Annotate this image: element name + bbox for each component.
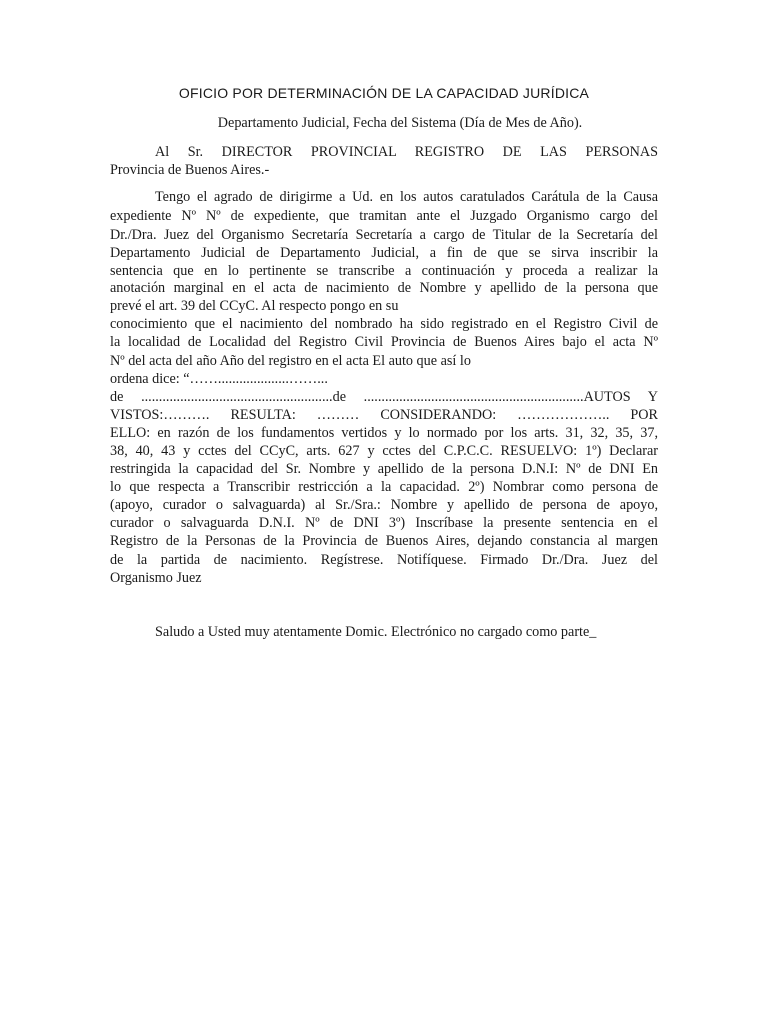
body-line-12: de ......................................................de ..............................................................AUTOS Y — [110, 389, 658, 405]
body-line-3: Dr./Dra. Juez del Organismo Secretaría Secretaría a cargo de Titular de la Secretaría del — [110, 227, 658, 243]
addressee-line: Al Sr. DIRECTOR PROVINCIAL REGISTRO DE LAS PERSONAS — [155, 144, 658, 160]
body-line-6: anotación marginal en el acta de nacimiento de Nombre y apellido de la persona que — [110, 280, 658, 296]
body-line-21: de la partida de nacimiento. Regístrese. Notifíquese. Firmado Dr./Dra. Juez del — [110, 552, 658, 568]
body-line-22: Organismo Juez — [110, 570, 202, 586]
body-line-20: Registro de la Personas de la Provincia de Buenos Aires, dejando constancia al margen — [110, 533, 658, 549]
body-line-13: VISTOS:………. RESULTA: ……… CONSIDERANDO: ……………….. POR — [110, 407, 658, 423]
body-line-5: sentencia que en lo pertinente se transcribe a continuación y proceda a realizar la — [110, 263, 658, 279]
body-line-1: Tengo el agrado de dirigirme a Ud. en los autos caratulados Carátula de la Causa — [155, 189, 658, 205]
body-line-10: Nº del acta del año Año del registro en el acta El auto que así lo — [110, 353, 471, 369]
body-line-18: (apoyo, curador o salvaguarda) al Sr./Sra.: Nombre y apellido de persona de apoyo, — [110, 497, 658, 513]
department-date-line: Departamento Judicial, Fecha del Sistema (Día de Mes de Año). — [217, 115, 583, 131]
body-line-7: prevé el art. 39 del CCyC. Al respecto pongo en su — [110, 298, 399, 314]
body-line-4: Departamento Judicial de Departamento Judicial, a fin de que se sirva inscribir la — [110, 245, 658, 261]
body-line-11: ordena dice: “……....................……... — [110, 371, 328, 387]
body-line-16: restringida la capacidad del Sr. Nombre y apellido de la persona D.N.I: Nº de DNI En — [110, 461, 658, 477]
addressee-province: Provincia de Buenos Aires.- — [110, 162, 270, 178]
body-line-15: 38, 40, 43 y cctes del CCyC, arts. 627 y cctes del C.P.C.C. RESUELVO: 1º) Declarar — [110, 443, 658, 459]
body-line-9: la localidad de Localidad del Registro Civil Provincia de Buenos Aires bajo el acta Nº — [110, 334, 658, 350]
body-line-17: lo que respecta a Transcribir restricción a la capacidad. 2º) Nombrar como persona de — [110, 479, 658, 495]
document-title: OFICIO POR DETERMINACIÓN DE LA CAPACIDAD JURÍDICA — [178, 85, 590, 101]
body-line-2: expediente Nº Nº de expediente, que tramitan ante el Juzgado Organismo cargo del — [110, 208, 658, 224]
closing-line: Saludo a Usted muy atentamente Domic. Electrónico no cargado como parte_ — [155, 624, 597, 640]
body-line-8: conocimiento que el nacimiento del nombrado ha sido registrado en el Registro Civil de — [110, 316, 658, 332]
body-line-14: ELLO: en razón de los fundamentos vertidos y lo normado por los arts. 31, 32, 35, 37, — [110, 425, 658, 441]
body-line-19: curador o salvaguarda D.N.I. Nº de DNI 3º) Inscríbase la presente sentencia en el — [110, 515, 658, 531]
